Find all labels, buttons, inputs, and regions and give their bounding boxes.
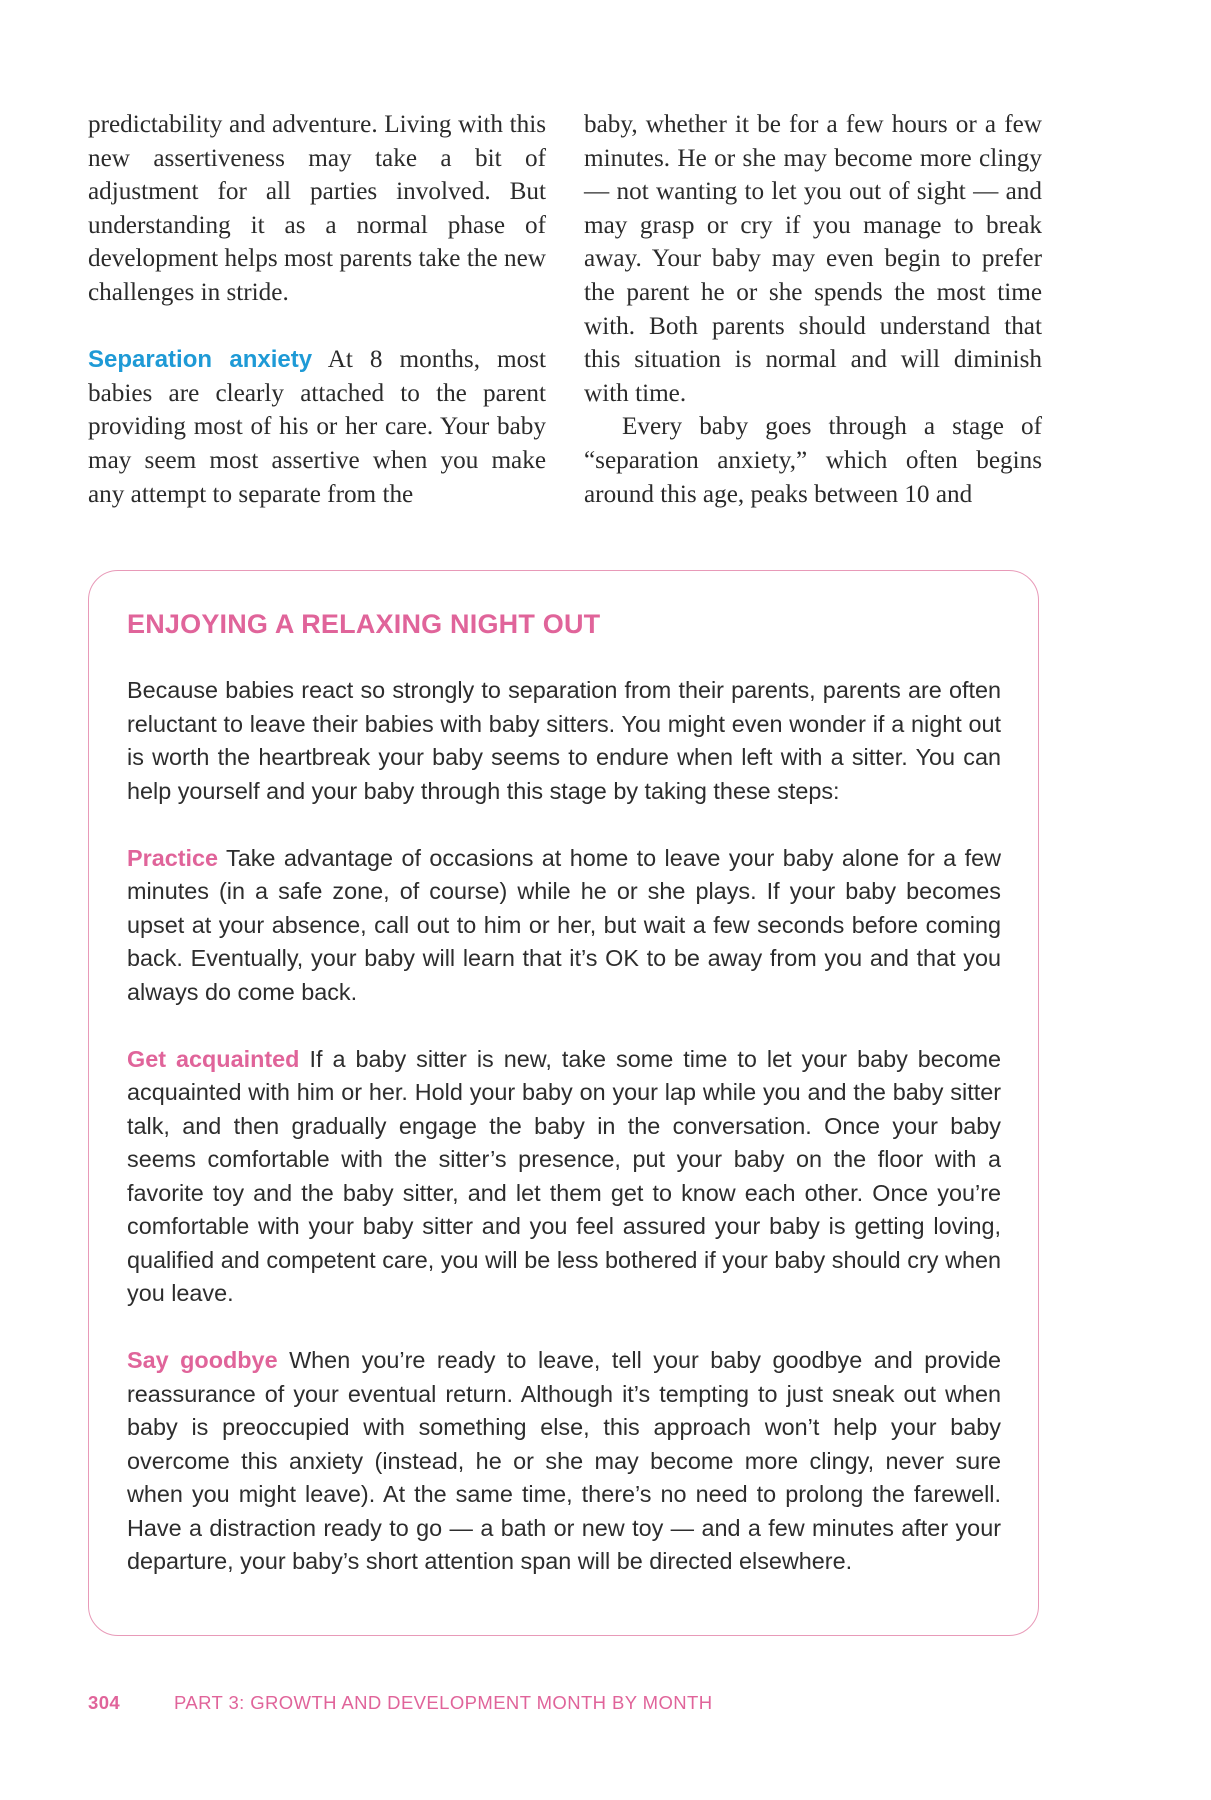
body-paragraph: baby, whether it be for a few hours or a few minutes. He or she may become more clingy — not wanting to let you out of sight — and may grasp or cry if you manage to break away. Your baby may even begin to prefer the parent he or she spends the most time with. Both parents should understand that this situation is normal and will diminish with time.	[584, 111, 1042, 407]
tip-text: If a baby sitter is new, take some time to let your baby become acquainted with him or her. Hold your baby on your lap while you and the baby sitter talk, and then gradually engage the baby in the conversation. Once your baby seems comfortable with the sitter’s presence, put your baby on the floor with a favorite toy and the baby sitter, and let them get to know each other. Once you’re comfortable with your baby sitter and you feel assured your baby is getting loving, qualified and competent care, you will be less bothered if your baby should cry when you leave.	[127, 1045, 1002, 1306]
sidebar-intro: Because babies react so strongly to separation from their parents, parents are often reluctant to leave their babies with baby sitters. You might even wonder if a night out is worth the heartbreak your baby seems to endure when left with a sitter. You can help yourself and your baby through this stage by taking these steps:	[127, 677, 1001, 804]
tip-text: When you’re ready to leave, tell your baby goodbye and provide reassurance of your eventual return. Although it’s tempting to just sneak out when baby is preoccupied with something else, this approach won’t help your baby overcome this anxiety (instead, he or she may become more clingy, never sure when you might leave). At the same time, there’s no need to prolong the farewell. Have a distraction ready to go — a bath or new toy — and a few minutes after your departure, your baby’s short attention span will be directed elsewhere.	[127, 1347, 1001, 1574]
sidebar-tip-get-acquainted	[127, 1043, 1001, 1311]
body-text: At 8 months, most babies are clearly attached to the parent providing most of his or her care. Your baby may seem most assertive when you make any attempt to separate from the	[88, 346, 546, 508]
running-footer-title: PART 3: GROWTH AND DEVELOPMENT MONTH BY MONTH	[174, 1692, 713, 1713]
sidebar-title: ENJOYING A RELAXING NIGHT OUT	[127, 609, 601, 639]
tip-heading-practice: Practice	[127, 844, 219, 871]
body-paragraph: Every baby goes through a stage of “separation anxiety,” which often begins around this age, peaks between 10 and	[584, 413, 1042, 508]
right-column	[584, 108, 1042, 511]
body-paragraph: predictability and adventure. Living with this new assertiveness may take a bit of adjustment for all parties involved. But understanding it as a normal phase of development helps most parents take the new challenges in stride.	[88, 111, 546, 306]
sidebar-tip-say-goodbye	[127, 1344, 1001, 1579]
sidebar-tip-practice	[127, 842, 1001, 1010]
section-heading-separation-anxiety: Separation anxiety	[88, 346, 313, 374]
tip-text: Take advantage of occasions at home to leave your baby alone for a few minutes (in a safe zone, of course) while he or she plays. If your baby becomes upset at your absence, call out to him or her, but wait a few seconds before coming back. Eventually, your baby will learn that it’s OK to be away from you and that you always do come back.	[127, 844, 1001, 1005]
left-column	[88, 108, 546, 511]
sidebar-box	[88, 570, 1039, 1636]
tip-heading-get-acquainted: Get acquainted	[127, 1045, 300, 1072]
page-footer	[88, 1692, 713, 1714]
tip-heading-say-goodbye: Say goodbye	[127, 1347, 278, 1373]
body-paragraph	[88, 343, 546, 511]
page-number: 304	[88, 1692, 121, 1713]
